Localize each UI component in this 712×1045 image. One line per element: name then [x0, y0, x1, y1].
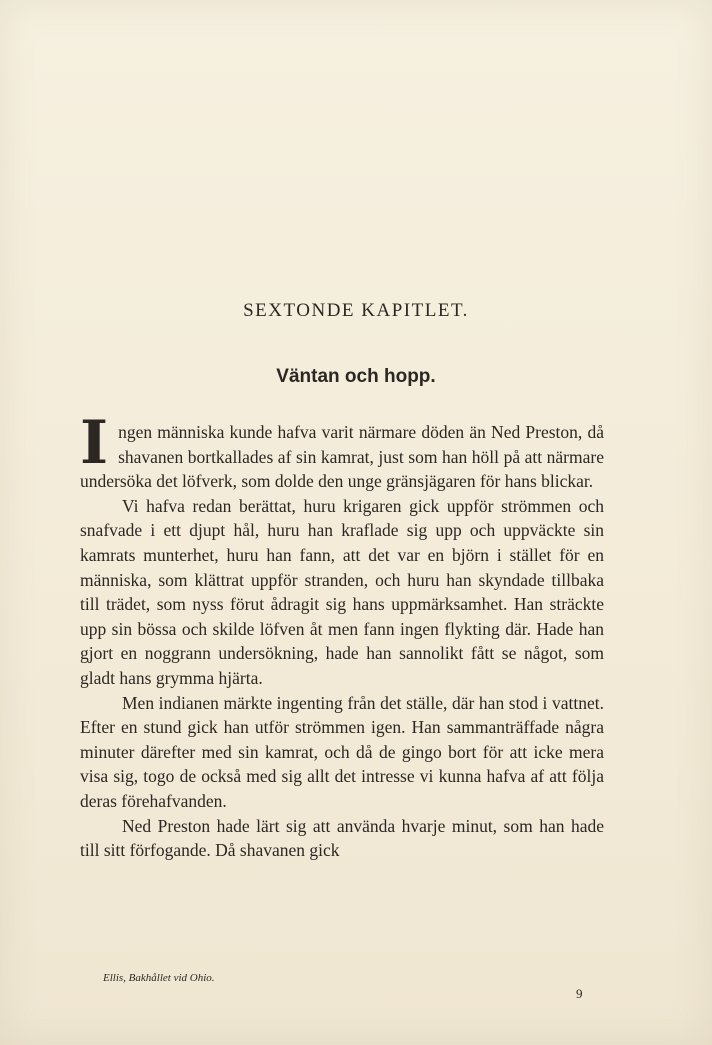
paragraph-1	[80, 408, 604, 494]
body-text	[80, 408, 604, 863]
drop-cap: I	[80, 408, 109, 478]
page-number: 9	[576, 986, 583, 1001]
chapter-title: Väntan och hopp.	[276, 366, 436, 387]
paragraph-4: Ned Preston hade lärt sig att använda hvarje minut, som han hade till sitt förfogande. Då shavanen gick	[80, 815, 604, 861]
paragraph-3: Men indianen märkte ingenting från det ställe, där han stod i vattnet. Efter en stund gick han utför strömmen igen. Han sammanträffade några minuter därefter med sin kamrat, och då de gingo bort för att icke mera visa sig, togo de också med sig allt det intresse vi kunna hafva af att följa deras förehafvanden.	[80, 692, 604, 811]
paragraph-2: Vi hafva redan berättat, huru krigaren gick uppför strömmen och snafvade i ett djupt hål, huru han kraflade sig upp och uppväckte sin kamrats munterhet, huru han fann, att det var en björn i stället för en människa, som klättrat uppför stranden, och huru han skyndade tillbaka till trädet, som nyss förut ådragit sig hans uppmärksamhet. Han sträckte upp sin bössa och skilde löfven åt men fann ingen flykting där. Hade han gjort en noggrann undersökning, hade han sannolikt fått se något, som gladt hans grymma hjärta.	[80, 495, 604, 688]
chapter-heading: SEXTONDE KAPITLET.	[243, 300, 469, 321]
paragraph-1-text: ngen människa kunde hafva varit närmare döden än Ned Preston, då shavanen bortkallades af sin kamrat, just som han höll på att närmare undersöka det löfverk, som dolde den unge gränsjägaren för hans blickar.	[80, 422, 604, 492]
footer-source: Ellis, Bakhållet vid Ohio.	[103, 972, 215, 984]
